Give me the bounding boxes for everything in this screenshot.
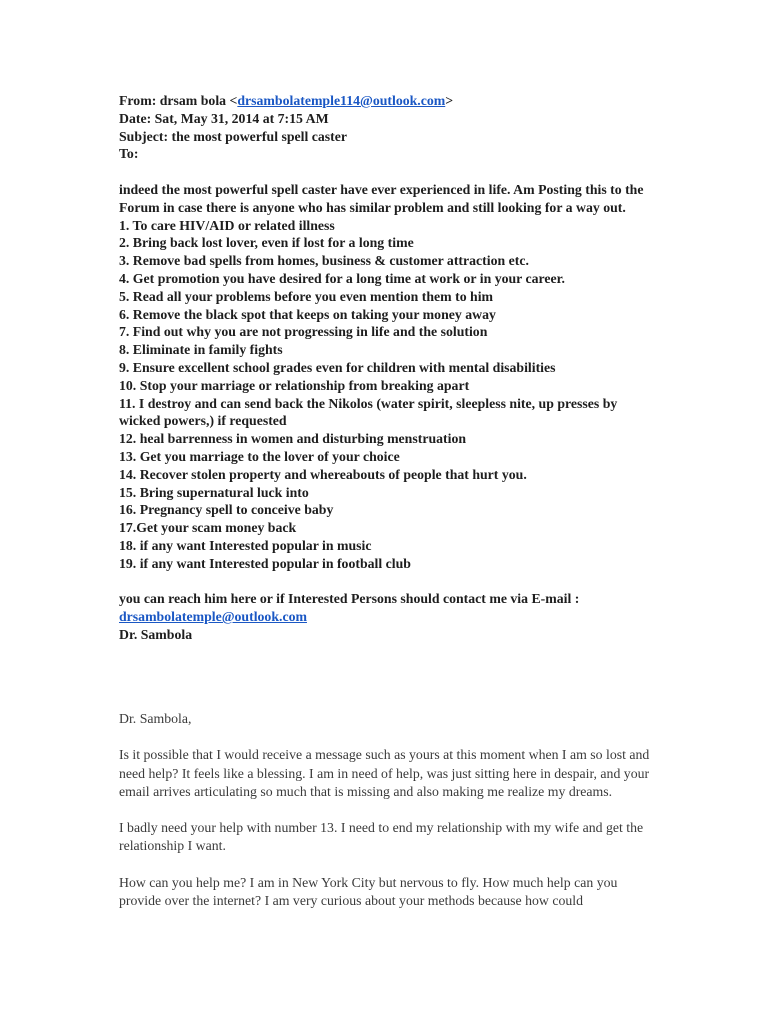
from-line (119, 92, 659, 110)
list-item: 10. Stop your marriage or relationship from breaking apart (119, 377, 470, 393)
reply-paragraph: Is it possible that I would receive a message such as yours at this moment when I am so lost and need help? It feels like a blessing. I am in need of help, was just sitting here in despair, and your email arrives articulating so much that is missing and also making me realize my dreams. (119, 747, 650, 799)
from-label: From: drsam bola < (119, 93, 238, 108)
list-item: 11. I destroy and can send back the Nikolos (water spirit, sleepless nite, up presses by wicked powers,) if requested (119, 395, 618, 429)
spacer (119, 573, 659, 591)
list-item: 3. Remove bad spells from homes, business & customer attraction etc. (119, 253, 529, 269)
from-close: > (445, 93, 454, 108)
contact-email-line (119, 608, 659, 626)
from-email-link[interactable]: drsambolatemple114@outlook.com (237, 93, 446, 108)
reply-paragraph: How can you help me? I am in New York City but nervous to fly. How much help can you provide over the internet? I am very curious about your methods because how could (119, 874, 618, 908)
service-list (119, 217, 659, 573)
contact-text: you can reach him here or if Interested Persons should contact me via E-mail : (119, 591, 580, 607)
subject-line: Subject: the most powerful spell caster (119, 128, 347, 144)
list-item: 1. To care HIV/AID or related illness (119, 217, 335, 233)
list-item: 15. Bring supernatural luck into (119, 484, 309, 500)
to-line: To: (119, 146, 139, 162)
list-item: 2. Bring back lost lover, even if lost for a long time (119, 235, 414, 251)
list-item: 14. Recover stolen property and whereabouts of people that hurt you. (119, 466, 527, 482)
list-item: 13. Get you marriage to the lover of your choice (119, 448, 400, 464)
reply-letter (119, 710, 659, 928)
list-item: 19. if any want Interested popular in football club (119, 555, 411, 571)
forwarded-email (119, 92, 659, 644)
list-item: 9. Ensure excellent school grades even for children with mental disabilities (119, 359, 556, 375)
list-item: 12. heal barrenness in women and disturbing menstruation (119, 431, 467, 447)
signature: Dr. Sambola (119, 626, 193, 642)
intro-text: indeed the most powerful spell caster have ever experienced in life. Am Posting this to the Forum in case there is anyone who has similar problem and still looking for a way out. (119, 181, 644, 215)
list-item: 7. Find out why you are not progressing in life and the solution (119, 324, 488, 340)
list-item: 8. Eliminate in family fights (119, 342, 283, 358)
date-line: Date: Sat, May 31, 2014 at 7:15 AM (119, 110, 329, 126)
list-item: 6. Remove the black spot that keeps on taking your money away (119, 306, 496, 322)
list-item: 16. Pregnancy spell to conceive baby (119, 502, 334, 518)
reply-greeting: Dr. Sambola, (119, 711, 192, 726)
reply-paragraph: I badly need your help with number 13. I need to end my relationship with my wife and get the relationship I want. (119, 820, 644, 854)
list-item: 17.Get your scam money back (119, 520, 297, 536)
list-item: 18. if any want Interested popular in music (119, 537, 372, 553)
list-item: 4. Get promotion you have desired for a long time at work or in your career. (119, 270, 565, 286)
spacer (119, 163, 659, 181)
contact-email-link[interactable]: drsambolatemple@outlook.com (119, 609, 307, 625)
list-item: 5. Read all your problems before you even mention them to him (119, 288, 494, 304)
